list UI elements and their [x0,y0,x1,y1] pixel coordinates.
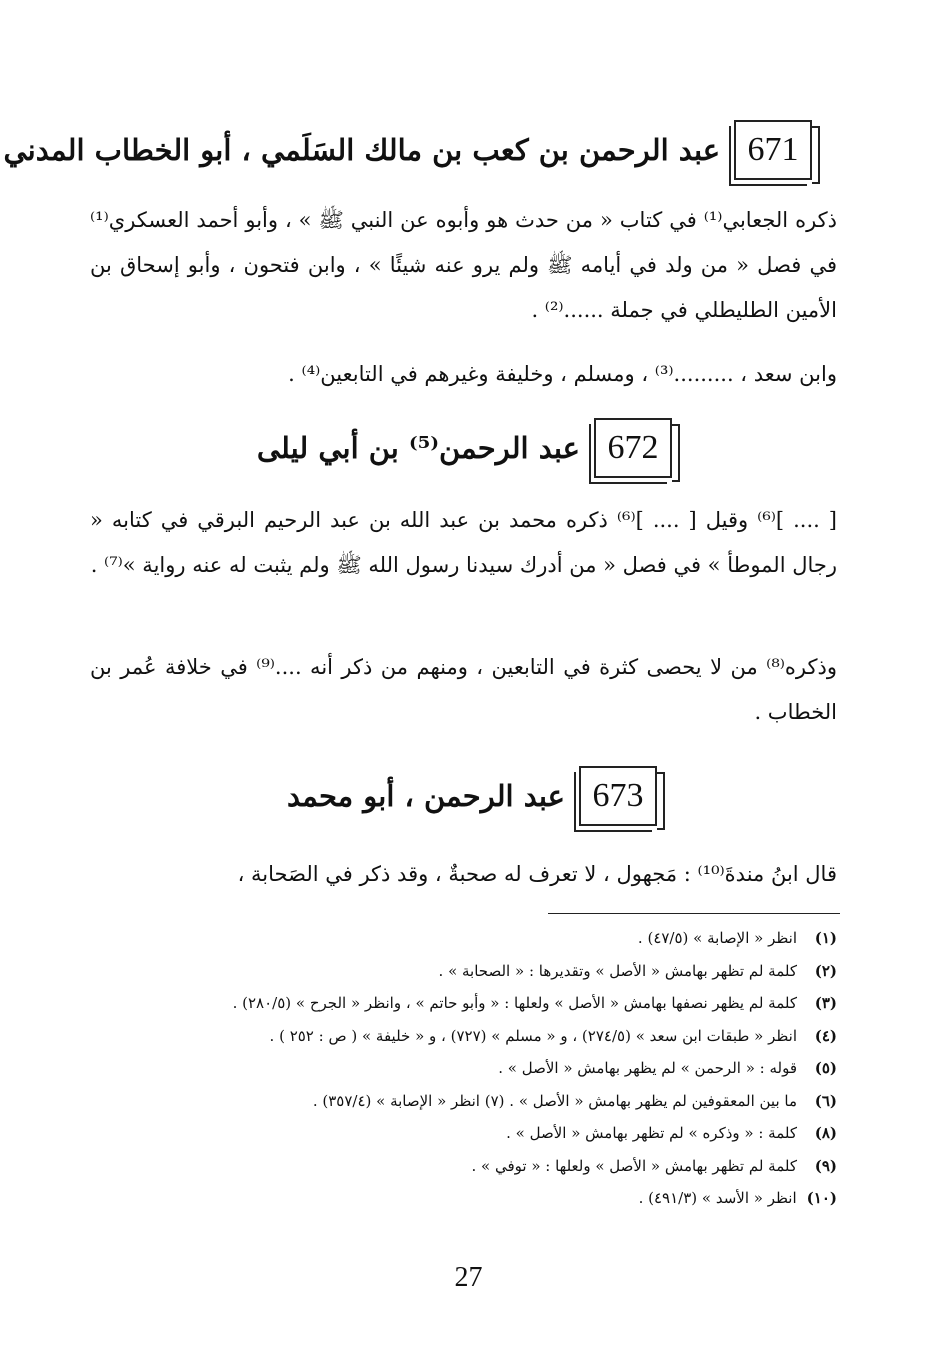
footnote [77,1052,837,1085]
footnote-number: (٥) [814,1059,837,1077]
entry-671-paragraph-1: ذكره الجعابي⁽¹⁾ في كتاب « من حدث هو وأبوه عن النبي ﷺ » ، وأبو أحمد العسكري⁽¹⁾ في فصل « من ولد في أيامه ﷺ ولم يرو عنه شيئًا » ، وابن فتحون ، وأبو إسحاق بن الأمين الطليطلي في جملة ......⁽²⁾ . [90,208,838,322]
footnote-number: (٩) [814,1156,837,1175]
entry-673-heading [287,766,657,826]
entry-671-heading [3,120,812,180]
footnote-number: (٨) [814,1124,837,1142]
footnote [77,987,837,1020]
page-number: 27 [454,1262,483,1293]
entry-number-box [734,120,812,180]
entry-title: عبد الرحمن⁽⁵⁾ بن أبي ليلى [256,431,580,465]
footnote-number: (٤) [814,1026,837,1045]
footnote [77,955,837,988]
footnote-text: ما بين المعقوفين لم يظهر بهامش « الأصل » . (٧) انظر « الإصابة » (٣٥٧/٤) . [312,1091,797,1110]
entry-title: عبد الرحمن بن كعب بن مالك السَلَمي ، أبو الخطاب المدني [3,133,720,167]
footnote-text: كلمة لم تظهر بهامش « الأصل » وتقديرها : « الصحابة » . [438,961,797,980]
entry-number: 671 [747,131,799,168]
footnote-text: انظر « الأسد » (٤٩١/٣) . [638,1189,797,1207]
footnote-text: كلمة لم تظهر بهامش « الأصل » ولعلها : « توفي » . [471,1156,797,1175]
footnote-number: (٢) [814,961,837,980]
footnote [77,1150,837,1183]
footnote-text: كلمة لم يظهر نصفها بهامش « الأصل » ولعلها : « وأبو حاتم » ، وانظر « الجرح » (٢٨٠/٥) . [232,994,797,1012]
entry-number: 673 [592,777,644,814]
footnote-text: كلمة : « وذكره » لم تظهر بهامش « الأصل » . [506,1124,797,1142]
entry-672-paragraph-1: [ .... ]⁽⁶⁾ وقيل [ .... ]⁽⁶⁾ ذكره محمد بن عبد الله بن عبد الرحيم البرقي في كتابه « رجال الموطأ » في فصل « من أدرك سيدنا رسول الله ﷺ ولم يثبت له عنه رواية »⁽⁷⁾ . [90,508,837,577]
entry-number-box [579,766,657,826]
entry-673-paragraph-1: قال ابنُ مندةَ⁽¹⁰⁾ : مَجهول ، لا تعرف له صحبةٌ ، وقد ذكر في الصَحابة ، [237,862,837,886]
footnote-number: (١) [814,929,837,947]
footnote-text: انظر « طبقات ابن سعد » (٢٧٤/٥) ، و « مسلم » (٧٢٧) ، و « خليفة » ( ص : ٢٥٢ ) . [269,1026,797,1045]
footnote-number: (٦) [814,1091,837,1110]
footnote-separator [548,913,840,914]
entry-title: عبد الرحمن ، أبو محمد [286,779,565,813]
footnote-number: (٣) [814,994,837,1012]
footnote-text: قوله : « الرحمن » لم يظهر بهامش « الأصل » . [498,1059,797,1077]
footnote [77,922,837,955]
footnote [77,1085,837,1118]
footnote [77,1117,837,1150]
footnotes [77,922,837,1215]
footnote-number: (١٠) [806,1189,837,1207]
entry-672-heading [257,418,672,478]
footnote-text: انظر « الإصابة » (٤٧/٥) . [637,929,797,947]
footnote [77,1020,837,1053]
entry-672-paragraph-2: وذكره⁽⁸⁾ من لا يحصى كثرة في التابعين ، ومنهم من ذكر أنه ....⁽⁹⁾ في خلافة عُمر بن الخطاب . [90,655,837,724]
footnote [77,1182,837,1215]
entry-671-paragraph-2: وابن سعد ، .........⁽³⁾ ، ومسلم ، وخليفة وغيرهم في التابعين⁽⁴⁾ . [288,362,837,386]
entry-number-box [594,418,672,478]
entry-number: 672 [607,429,659,466]
